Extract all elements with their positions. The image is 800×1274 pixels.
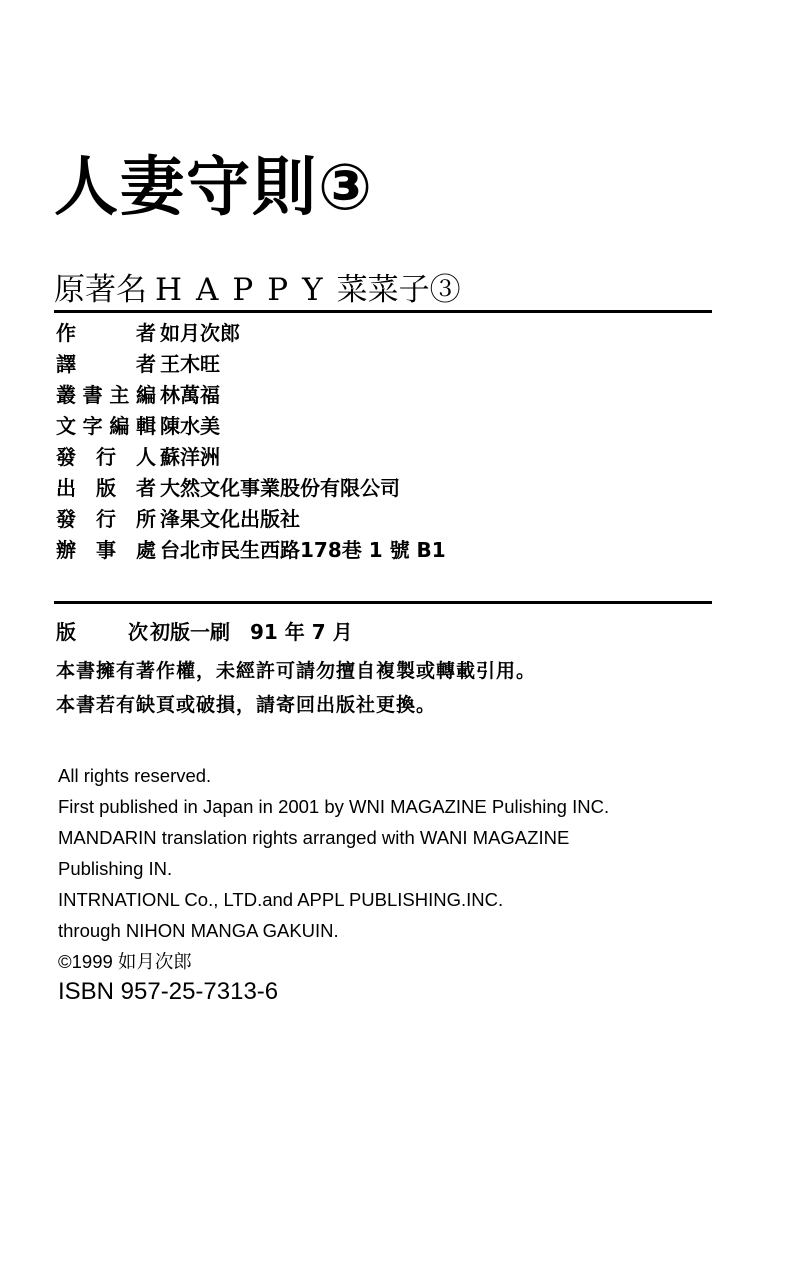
credit-label: 辦 事 處	[56, 538, 156, 562]
edition-label: 版 次	[56, 620, 148, 644]
original-title-label: 原著名	[54, 272, 147, 308]
english-line: Publishing IN.	[58, 858, 173, 879]
original-title-latin: HAPPY	[155, 272, 337, 308]
credit-row	[56, 316, 706, 347]
credit-label: 文 字 編 輯	[56, 414, 156, 438]
credit-row	[56, 347, 706, 378]
credit-value: 蘇洋洲	[160, 445, 220, 469]
credit-value: 陳水美	[160, 414, 220, 438]
credit-label: 出 版 者	[56, 476, 156, 500]
english-line: All rights reserved.	[58, 765, 212, 786]
english-line: ©1999 如月次郎	[58, 951, 192, 972]
credit-value: 林萬福	[160, 383, 220, 407]
credit-value: 台北市民生西路178巷 1 號 B1	[160, 538, 446, 562]
credit-row	[56, 471, 706, 502]
credits-list	[56, 316, 706, 564]
credit-row	[56, 533, 706, 564]
credit-value: 如月次郎	[160, 321, 240, 345]
credit-label: 發 行 所	[56, 507, 156, 531]
credit-row	[56, 440, 706, 471]
edition-row	[56, 616, 353, 645]
english-line: through NIHON MANGA GAKUIN.	[58, 920, 339, 941]
book-title: 人妻守則③	[54, 151, 375, 225]
divider-top	[54, 310, 712, 313]
credit-label: 叢 書 主 編	[56, 383, 156, 407]
english-line: MANDARIN translation rights arranged with WANI MAGAZINE	[58, 827, 570, 848]
english-line: First published in Japan in 2001 by WNI MAGAZINE Pulishing INC.	[58, 796, 610, 817]
defect-notice: 本書若有缺頁或破損，請寄回出版社更換。	[56, 694, 437, 716]
credit-label: 發 行 人	[56, 445, 156, 469]
credit-row	[56, 502, 706, 533]
english-line: INTRNATIONL Co., LTD.and APPL PUBLISHING.INC.	[58, 889, 504, 910]
edition-value: 初版一刷 91 年 7 月	[150, 620, 353, 644]
original-title	[54, 270, 461, 310]
divider-middle	[54, 601, 712, 604]
original-title-rest: 菜菜子③	[336, 272, 461, 308]
credit-label: 譯 者	[56, 352, 156, 376]
copyright-notice: 本書擁有著作權，未經許可請勿擅自複製或轉載引用。	[56, 660, 537, 682]
credit-row	[56, 409, 706, 440]
isbn: ISBN 957-25-7313-6	[58, 978, 279, 1005]
credit-value: 浲果文化出版社	[160, 507, 300, 531]
credit-value: 王木旺	[160, 352, 220, 376]
credit-row	[56, 378, 706, 409]
credit-label: 作 者	[56, 321, 156, 345]
english-rights-block	[58, 760, 609, 977]
credit-value: 大然文化事業股份有限公司	[160, 476, 400, 500]
